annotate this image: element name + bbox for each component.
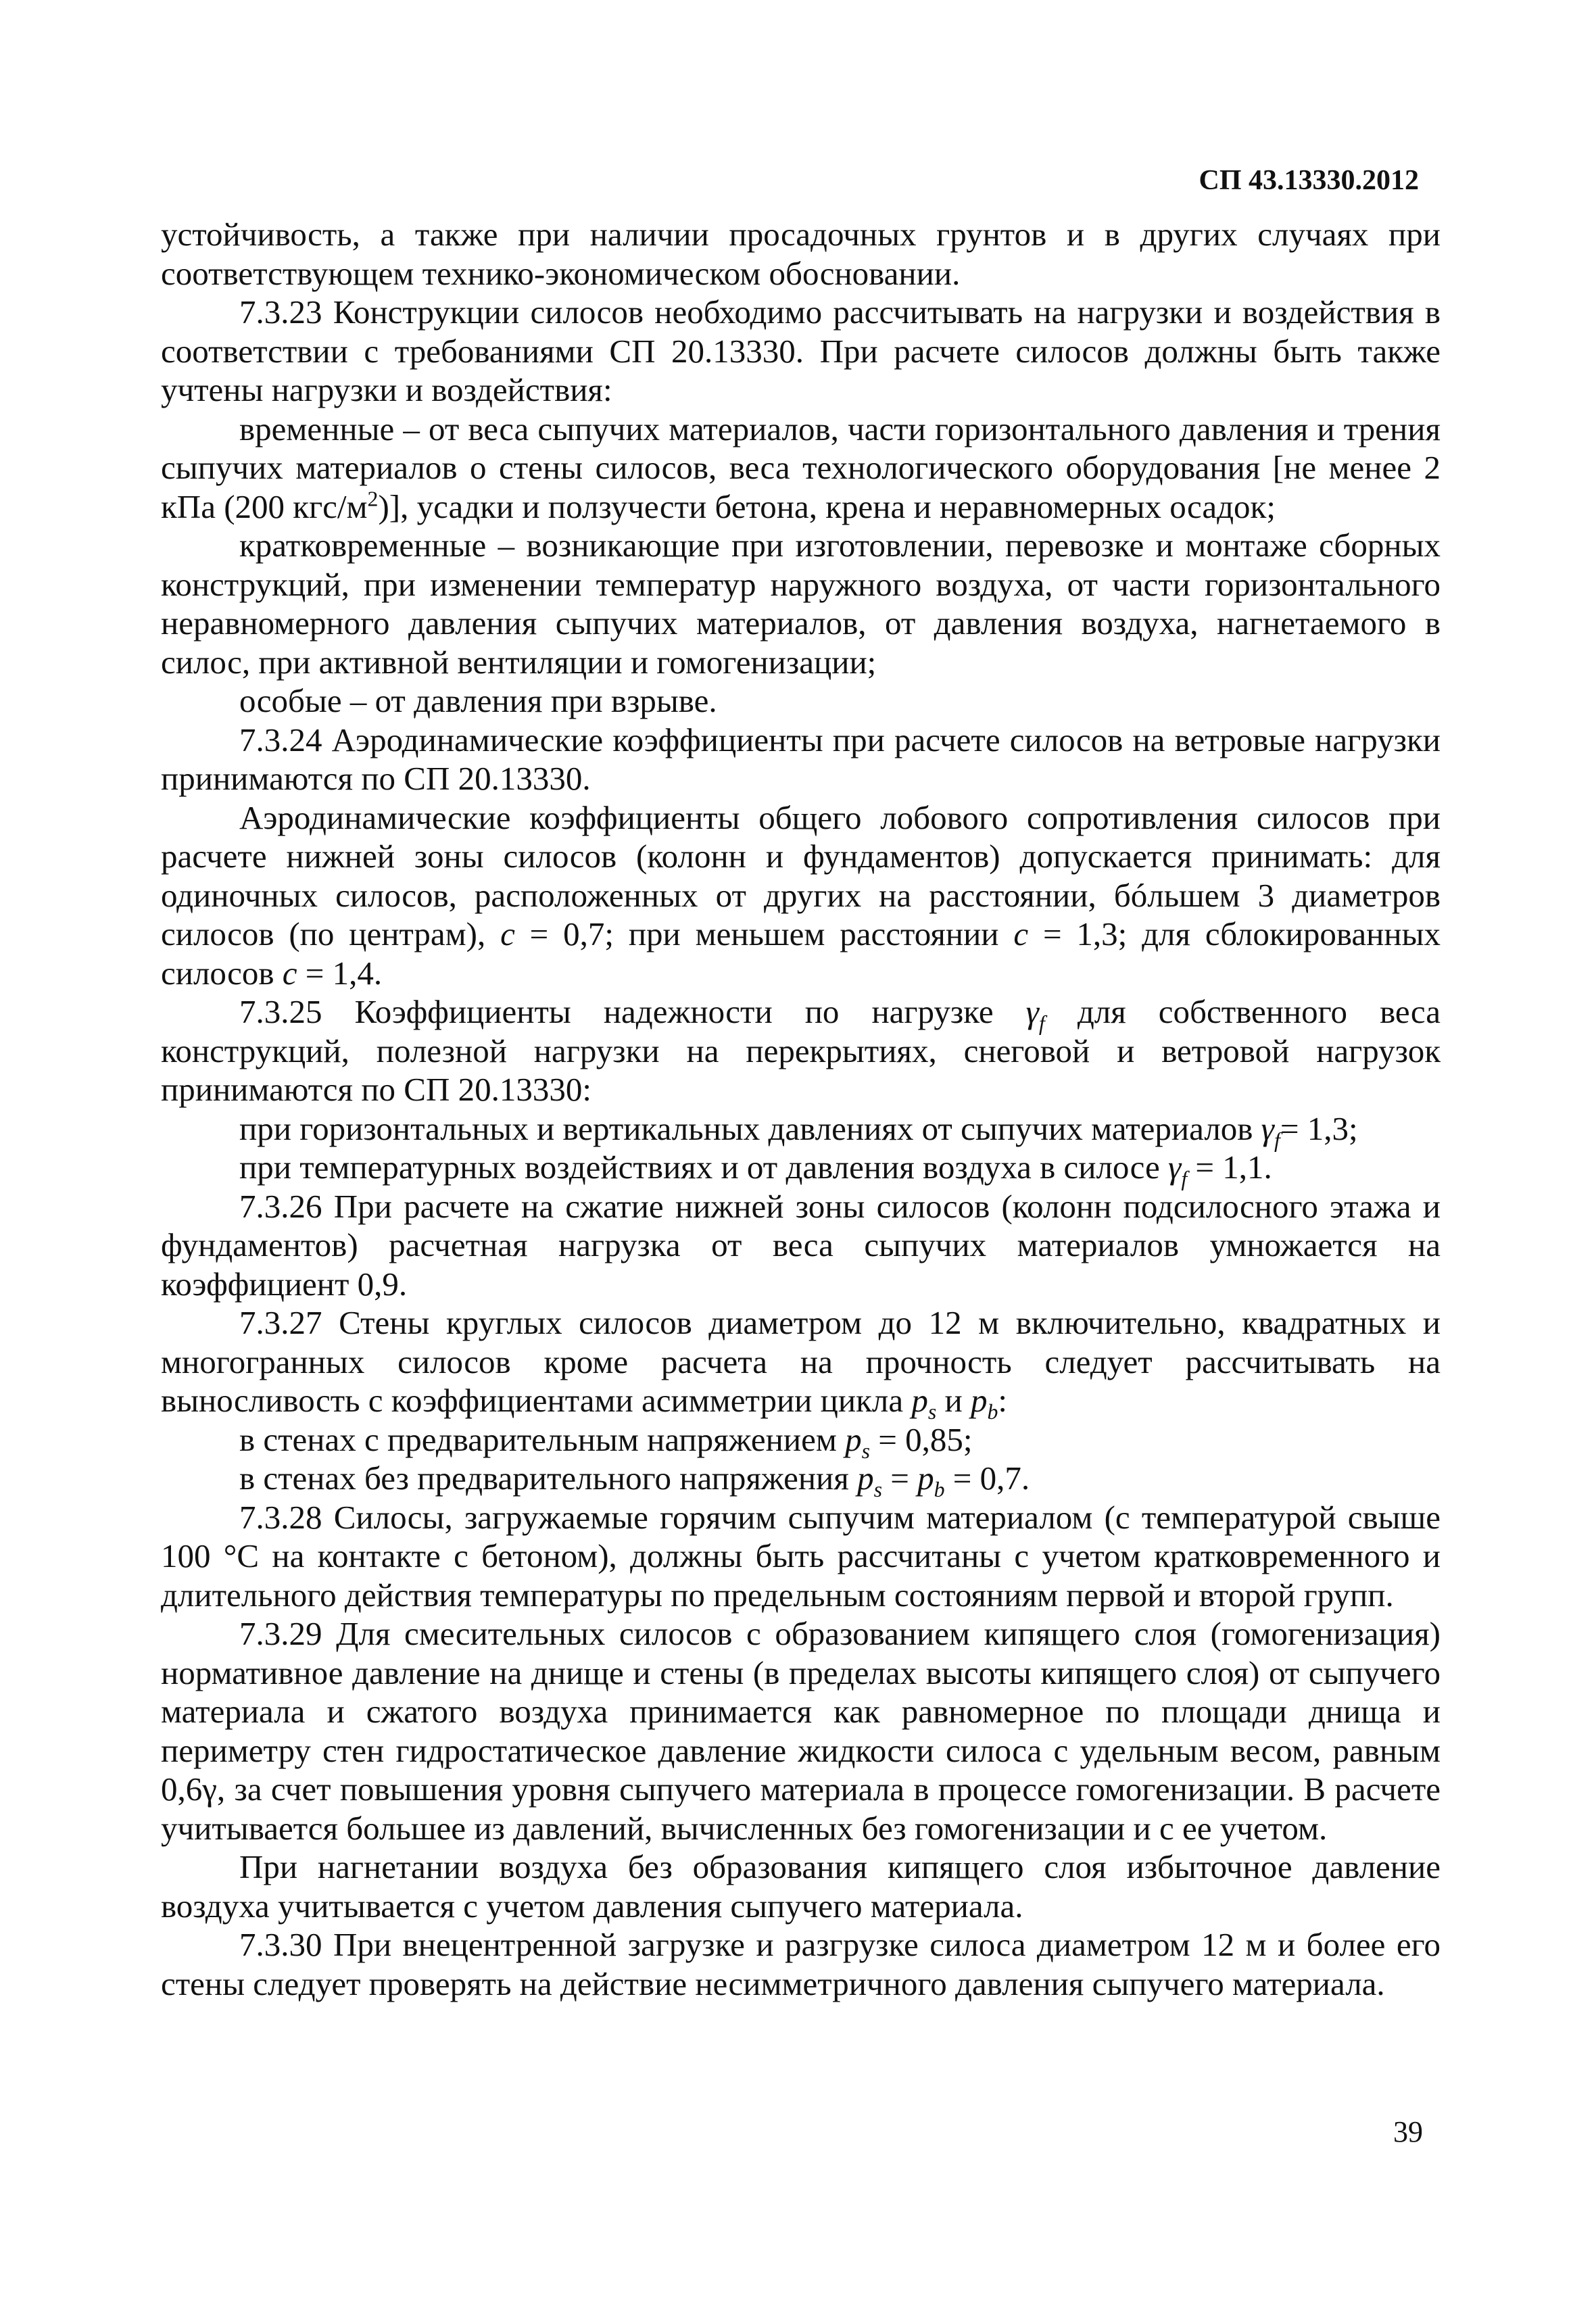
paragraph-7-3-29: 7.3.29 Для смесительных силосов с образованием кипящего слоя (гомогенизация) нормативное давление на днище и стены (в пределах высоты кипящего слоя) от сыпучего материала и сжатого воздуха принимается как равномерное по площади днища и периметру стен гидростатическое давление жидкости силоса с удельным весом, равным 0,6γ, за счет повышения уровня сыпучего материала в процессе гомогенизации. В расчете учитывается большее из давлений, вычисленных без гомогенизации и с ее учетом. [161,1615,1441,1847]
document-body [161,215,1441,2003]
paragraph-prestressed-walls: в стенах с предварительным напряжением $p_s = 0,85$; [239,1420,973,1463]
paragraph-aerodynamic-coefficients: Аэродинамические коэффициенты общего лобового сопротивления силосов при расчете нижней зоны силосов (колонн и фундаментов) допускается принимать: для одиночных силосов, расположенных от других на расстоянии, бóльшем 3 диаметров силосов (по центрам), c = 0,7; при меньшем расстоянии c = 1,3; для сблокированных силосов c = 1,4. [161,798,1441,992]
paragraph-continuation: устойчивость, а также при наличии просадочных грунтов и в других случаях при соответствующем технико-экономическом обосновании. [161,216,1441,292]
paragraph-loads-short-term: кратковременные – возникающие при изготовлении, перевозке и монтаже сборных конструкций, при изменении температур наружного воздуха, от части горизонтального неравномерного давления сыпучих материалов, от давления воздуха, нагнетаемого в силос, при активной вентиляции и гомогенизации; [161,527,1441,681]
paragraph-7-3-26: 7.3.26 При расчете на сжатие нижней зоны силосов (колонн подсилосного этажа и фундаментов) расчетная нагрузка от веса сыпучих материалов умножается на коэффициент 0,9. [161,1187,1441,1303]
paragraph-gamma-temperature: при температурных воздействиях и от давления воздуха в силосе $\gamma_f = 1,1$. [239,1149,1272,1190]
paragraph-7-3-24: 7.3.24 Аэродинамические коэффициенты при расчете силосов на ветровые нагрузки принимаются по СП 20.13330. [161,721,1441,797]
paragraph-7-3-23: 7.3.23 Конструкции силосов необходимо рассчитывать на нагрузки и воздействия в соответствии с требованиями СП 20.13330. При расчете силосов должны быть также учтены нагрузки и воздействия: [161,293,1441,408]
paragraph-loads-special: особые – от давления при взрыве. [239,682,717,719]
paragraph-loads-temporary: временные – от веса сыпучих материалов, части горизонтального давления и трения сыпучих материалов о стены силосов, веса технологического оборудования [не менее 2 кПа (200 кгс/$м^2$)], усадки и ползучести бетона, крена и неравномерных осадок; [161,410,1441,525]
paragraph-non-prestressed-walls: в стенах без предварительного напряжения $p_s = p_b = 0,7$. [239,1459,1030,1501]
paragraph-gamma-horizontal: при горизонтальных и вертикальных давлениях от сыпучих материалов $\gamma_f= 1,3$; [239,1109,1358,1152]
paragraph-7-3-28: 7.3.28 Силосы, загружаемые горячим сыпучим материалом (с температурой свыше 100 °С на контакте с бетоном), должны быть рассчитаны с учетом кратковременного и длительного действия температуры по предельным состояниям первой и второй групп. [161,1498,1441,1614]
document-code: СП 43.13330.2012 [1199,165,1419,196]
paragraph-7-3-27: 7.3.27 Стены круглых силосов диаметром до 12 м включительно, квадратных и многогранных силосов кроме расчета на прочность следует рассчитывать на выносливость с коэффициентами асимметрии цикла $p_s$ и $p_b$: [161,1304,1441,1424]
paragraph-7-3-25: 7.3.25 Коэффициенты надежности по нагрузке $\gamma_f$ для собственного веса конструкций, полезной нагрузки на перекрытиях, снеговой и ветровой нагрузок принимаются по СП 20.13330: [161,993,1441,1108]
paragraph-7-3-30: 7.3.30 При внецентренной загрузке и разгрузке силоса диаметром 12 м и более его стены следует проверять на действие несимметричного давления сыпучего материала. [161,1926,1441,2002]
page-number: 39 [1393,2115,1423,2148]
paragraph-air-injection: При нагнетании воздуха без образования кипящего слоя избыточное давление воздуха учитывается с учетом давления сыпучего материала. [161,1848,1441,1925]
